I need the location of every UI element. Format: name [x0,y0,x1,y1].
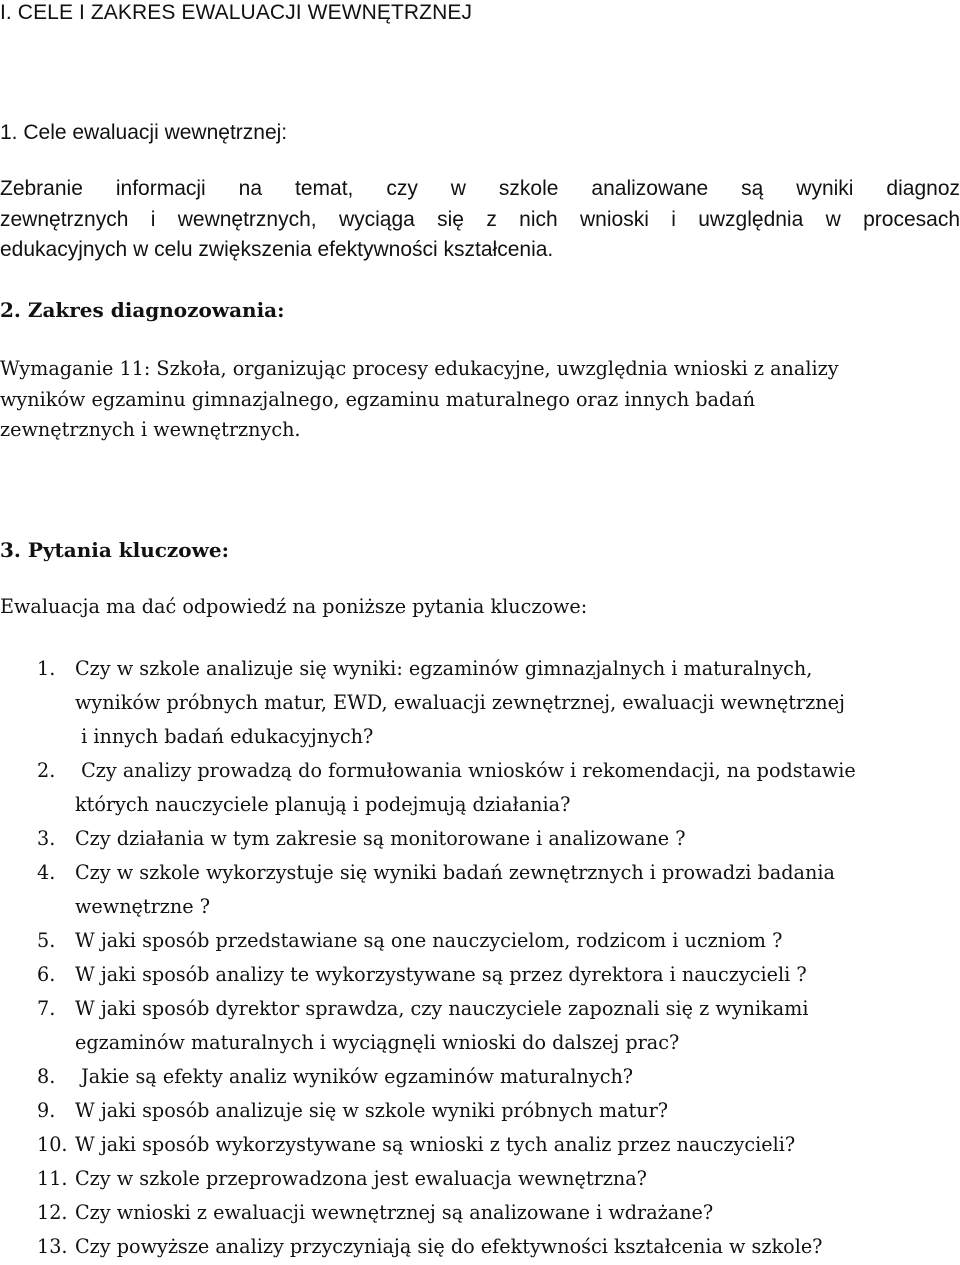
section2-paragraph-line: wyników egzaminu gimnazjalnego, egzaminu maturalnego oraz innych badań [0,387,756,411]
question-text-line: egzaminów maturalnych i wyciągnęli wnioski do dalszej prac? [75,1031,680,1054]
question-number: 3. [37,827,56,850]
question-text-line: W jaki sposób analizuje się w szkole wyniki próbnych matur? [75,1099,669,1122]
question-item [0,1094,856,1128]
question-number: 10. [37,1133,68,1156]
question-item [0,1060,856,1094]
question-number: 11. [37,1167,68,1190]
question-text [75,754,856,822]
question-number: 5. [37,929,56,952]
question-item [0,924,856,958]
question-number: 7. [37,997,56,1020]
section1-paragraph-line: zewnętrznych i wewnętrznych, wyciąga się z nich wnioski i uwzględnia w procesach [0,207,960,231]
question-text-line: W jaki sposób wykorzystywane są wnioski z tych analiz przez nauczycieli? [75,1133,796,1156]
section2-paragraph-line: Wymaganie 11: Szkoła, organizując procesy edukacyjne, uwzględnia wnioski z analizy [0,357,839,380]
question-number: 9. [37,1099,56,1122]
question-text-line: Czy w szkole wykorzystuje się wyniki badań zewnętrznych i prowadzi badania [75,861,835,884]
question-item [0,958,856,992]
question-text-line: i innych badań edukacyjnych? [75,725,374,748]
question-text-line: Jakie są efekty analiz wyników egzaminów maturalnych? [75,1065,634,1088]
question-text [75,1196,856,1230]
key-questions-list [0,652,856,1264]
question-item [0,992,856,1060]
question-item [0,1230,856,1264]
question-number: 1. [37,657,56,680]
question-text-line: W jaki sposób przedstawiane są one nauczycielom, rodzicom i uczniom ? [75,929,783,952]
question-number: 4. [37,861,56,884]
section1-paragraph-line: Zebranie informacji na temat, czy w szkole analizowane są wyniki diagnoz [0,177,960,200]
question-text [75,1128,856,1162]
section2-paragraph [0,354,839,446]
question-item [0,1162,856,1196]
question-text-line: których nauczyciele planują i podejmują działania? [75,793,571,816]
question-text-line: Czy wnioski z ewaluacji wewnętrznej są analizowane i wdrażane? [75,1201,714,1224]
question-item [0,1196,856,1230]
question-number: 12. [37,1201,68,1224]
section1-heading: 1. Cele ewaluacji wewnętrznej: [0,121,288,144]
question-text-line: W jaki sposób analizy te wykorzystywane są przez dyrektora i nauczycieli ? [75,963,807,986]
question-text [75,1094,856,1128]
question-item [0,652,856,754]
question-text-line: W jaki sposób dyrektor sprawdza, czy nauczyciele zapoznali się z wynikami [75,997,809,1020]
question-text-line: Czy w szkole przeprowadzona jest ewaluacja wewnętrzna? [75,1167,647,1190]
section1-paragraph-line: edukacyjnych w celu zwiększenia efektywności kształcenia. [0,238,554,261]
question-text [75,924,856,958]
question-text-line: Czy powyższe analizy przyczyniają się do efektywności kształcenia w szkole? [75,1235,823,1258]
question-text [75,1162,856,1196]
question-number: 8. [37,1065,56,1088]
question-text [75,1060,856,1094]
question-text [75,856,856,924]
question-text-line: Czy działania w tym zakresie są monitorowane i analizowane ? [75,827,686,850]
main-title: I. CELE I ZAKRES EWALUACJI WEWNĘTRZNEJ [0,1,473,24]
question-text [75,822,856,856]
section3-intro: Ewaluacja ma dać odpowiedź na poniższe pytania kluczowe: [0,595,588,618]
section1-paragraph [0,174,960,266]
question-item [0,822,856,856]
section2-heading: 2. Zakres diagnozowania: [0,298,285,322]
question-item [0,1128,856,1162]
question-number: 6. [37,963,56,986]
question-text [75,1230,856,1264]
question-number: 2. [37,759,56,782]
question-item [0,754,856,822]
section2-paragraph-line: zewnętrznych i wewnętrznych. [0,418,301,441]
question-text [75,652,856,754]
question-number: 13. [37,1235,68,1258]
question-item [0,856,856,924]
question-text-line: Czy w szkole analizuje się wyniki: egzaminów gimnazjalnych i maturalnych, [75,657,813,680]
question-text [75,992,856,1060]
question-text-line: wyników próbnych matur, EWD, ewaluacji zewnętrznej, ewaluacji wewnętrznej [75,691,845,714]
question-text-line: Czy analizy prowadzą do formułowania wniosków i rekomendacji, na podstawie [75,759,856,782]
section3-heading: 3. Pytania kluczowe: [0,538,229,562]
question-text-line: wewnętrzne ? [75,895,211,918]
question-text [75,958,856,992]
